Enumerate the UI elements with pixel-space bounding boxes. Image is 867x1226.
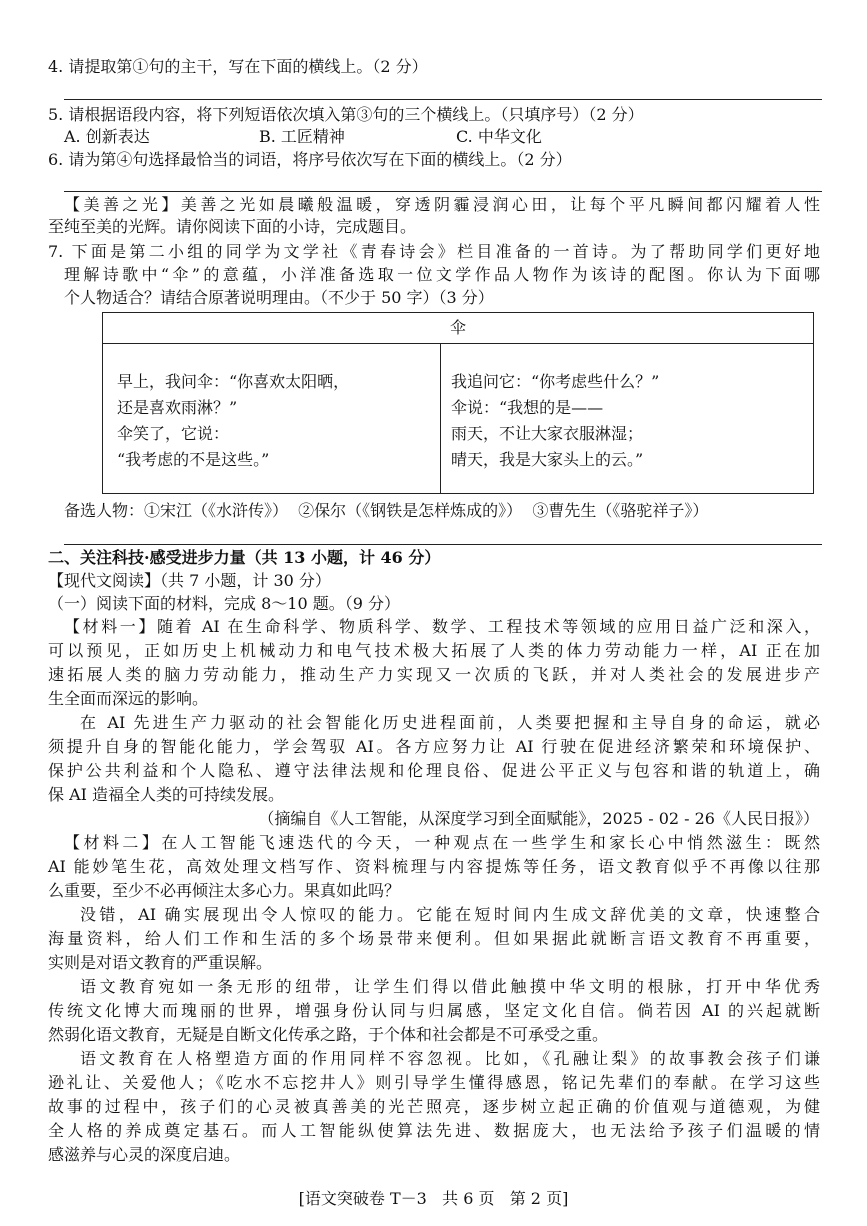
poem-line: 还是喜欢雨淋？”: [117, 398, 238, 417]
poem-line: “我考虑的不是这些。”: [117, 450, 270, 469]
poem-line: 伞笑了，它说：: [117, 424, 230, 443]
poem-line: 早上，我问伞：“你喜欢太阳晒，: [117, 372, 350, 391]
question-4: 4. 请提取第①句的主干，写在下面的横线上。（2 分）: [48, 57, 428, 76]
poem-line: 晴天，我是大家头上的云。”: [451, 450, 644, 469]
material-2-line: 逊礼让、关爱他人；《吃水不忘挖井人》则引导学生懂得感恩，铭记先辈们的奉献。在学习这些: [48, 1073, 820, 1092]
material-1-source: （摘编自《人工智能，从深度学习到全面赋能》，2025 - 02 - 26《人民日报》）: [258, 809, 819, 828]
material-2-line: 感滋养与心灵的深度启迪。: [48, 1145, 241, 1164]
question-5: 5. 请根据语段内容，将下列短语依次填入第③句的三个横线上。（只填序号）（2 分）: [48, 105, 644, 124]
poem-divider: [440, 343, 441, 493]
q5-option-a: A. 创新表达: [64, 127, 150, 146]
material-1-line: 可以预见，正如历史上机械动力和电气技术极大拓展了人类的体力劳动能力一样，AI 正在加: [48, 641, 820, 660]
material-2-line: 然弱化语文教育，无疑是自断文化传承之路，于个体和社会都是不可承受之重。: [48, 1025, 609, 1044]
material-2-line: 语文教育宛如一条无形的纽带，让学生们得以借此触摸中华文明的根脉，打开中华优秀: [80, 977, 820, 996]
question-6: 6. 请为第④句选择最恰当的词语，将序号依次写在下面的横线上。（2 分）: [48, 150, 572, 169]
material-2-line: 全人格的养成奠定基石。而人工智能纵使算法先进、数据庞大，也无法给予孩子们温暖的情: [48, 1121, 820, 1140]
q5-option-b: B. 工匠精神: [259, 127, 345, 146]
q5-option-c: C. 中华文化: [456, 127, 542, 146]
material-1-line: 【材料一】随着 AI 在生命科学、物质科学、数学、工程技术等领域的应用日益广泛和深入，: [64, 617, 820, 636]
material-2-line: 传统文化博大而瑰丽的世界，增强身份认同与归属感，坚定文化自信。倘若因 AI 的兴起就断: [48, 1001, 820, 1020]
poem-line: 我追问它：“你考虑些什么？”: [451, 372, 660, 391]
poem-line: 雨天，不让大家衣服淋湿；: [451, 424, 644, 443]
part-1-heading: （一）阅读下面的材料，完成 8～10 题。（9 分）: [48, 594, 400, 613]
material-2-line: 么重要，至少不必再倾注太多心力。果真如此吗？: [48, 881, 401, 900]
question-7-line: 个人物适合？请结合原著说明理由。（不少于 50 字）（3 分）: [64, 288, 494, 307]
answer-line-q7[interactable]: [64, 544, 822, 545]
material-2-line: 没错，AI 确实展现出令人惊叹的能力。它能在短时间内生成文辞优美的文章，快速整合: [80, 905, 820, 924]
material-1-line: 保 AI 造福全人类的可持续发展。: [48, 785, 285, 804]
material-2-line: 语文教育在人格塑造方面的作用同样不容忽视。比如，《孔融让梨》的故事教会孩子们谦: [80, 1049, 820, 1068]
poem-title: 伞: [103, 313, 813, 344]
material-1-line: 生全面而深远的影响。: [48, 689, 209, 708]
material-2-line: 海量资料，给人们工作和生活的多个场景带来便利。但如果据此就断言语文教育不再重要，: [48, 929, 820, 948]
material-1-line: 在 AI 先进生产力驱动的社会智能化历史进程面前，人类要把握和主导自身的命运，就必: [80, 713, 820, 732]
material-2-line: 故事的过程中，孩子们的心灵被真善美的光芒照亮，逐步树立起正确的价值观与道德观，为健: [48, 1097, 820, 1116]
section-2-heading: 二、关注科技·感受进步力量（共 13 小题，计 46 分）: [48, 548, 441, 567]
poem-line: 伞说：“我想的是——: [451, 398, 604, 417]
poem-table: [102, 312, 814, 494]
material-1-line: 须提升自身的智能化能力，学会驾驭 AI。各方应努力让 AI 行驶在促进经济繁荣和环境保护、: [48, 737, 820, 756]
material-1-line: 速拓展人类的脑力劳动能力，推动生产力实现又一次质的飞跃，并对人类社会的发展进步产: [48, 665, 820, 684]
candidate-characters: 备选人物：①宋江（《水浒传》） ②保尔（《钢铁是怎样炼成的》） ③曹先生（《骆驼祥子》）: [64, 501, 709, 520]
intro-line: 【美善之光】美善之光如晨曦般温暖，穿透阴霾浸润心田，让每个平凡瞬间都闪耀着人性: [64, 195, 820, 214]
answer-line-q6[interactable]: [64, 191, 822, 192]
material-2-line: 【材料二】在人工智能飞速迭代的今天，一种观点在一些学生和家长心中悄然滋生：既然: [64, 833, 820, 852]
question-7-line: 理解诗歌中“伞”的意蕴，小洋准备选取一位文学作品人物作为该诗的配图。你认为下面哪: [64, 265, 820, 284]
poem-left-stanza: [117, 369, 349, 473]
modern-reading-heading: 【现代文阅读】（共 7 小题，计 30 分）: [48, 571, 331, 590]
page-footer: [语文突破卷 T－3 共 6 页 第 2 页]: [298, 1189, 569, 1208]
material-2-line: 实则是对语文教育的严重误解。: [48, 953, 273, 972]
material-1-line: 保护公共利益和个人隐私、遵守法律法规和伦理良俗、促进公平正义与包容和谐的轨道上，确: [48, 761, 820, 780]
answer-line-q4[interactable]: [64, 99, 822, 100]
material-2-line: AI 能妙笔生花，高效处理文档写作、资料梳理与内容提炼等任务，语文教育似乎不再像以往那: [48, 857, 820, 876]
intro-line: 至纯至美的光辉。请你阅读下面的小诗，完成题目。: [48, 217, 417, 236]
question-7-line: 7. 下面是第二小组的同学为文学社《青春诗会》栏目准备的一首诗。为了帮助同学们更好地: [48, 242, 820, 261]
poem-right-stanza: [451, 369, 659, 473]
